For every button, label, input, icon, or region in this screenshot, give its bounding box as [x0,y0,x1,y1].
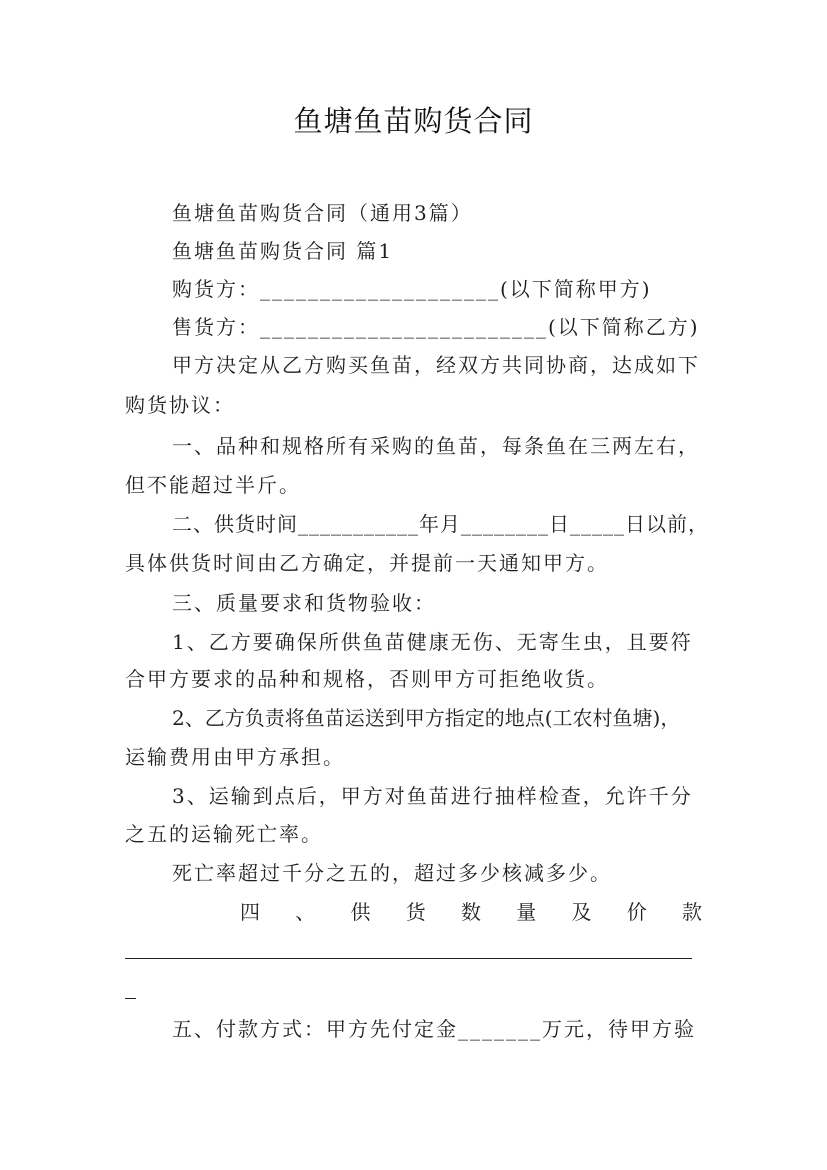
section-heading: 三、质量要求和货物验收： [172,591,436,615]
paragraph-line: 五、付款方式：甲方先付定金_______万元，待甲方验 [172,1017,696,1041]
paragraph-line: 鱼塘鱼苗购货合同 篇1 [172,239,394,263]
paragraph-line: 甲方决定从乙方购买鱼苗，经双方共同协商，达成如下 [172,353,700,377]
paragraph-line: 一、品种和规格所有采购的鱼苗，每条鱼在三两左右， [172,434,700,458]
heading-char: 、 [295,900,316,924]
paragraph-line: 购货协议： [125,393,235,417]
heading-char: 价 [626,900,647,924]
buyer-line: 购货方：____________________(以下简称甲方) [172,277,652,301]
fill-in-underline [125,958,692,959]
heading-char: 量 [516,900,537,924]
paragraph-line: 1、乙方要确保所供鱼苗健康无伤、无寄生虫，且要符 [172,630,693,654]
paragraph-line: 死亡率超过千分之五的，超过多少核减多少。 [172,861,612,885]
paragraph-line: 合甲方要求的品种和规格，否则甲方可拒绝收货。 [125,667,609,691]
seller-line: 售货方：________________________(以下简称乙方) [172,315,700,339]
document-title: 鱼塘鱼苗购货合同 [293,104,534,138]
supply-time-line: 二、供货时间___________年月________日_____日以前， [172,512,709,536]
heading-char: 货 [405,900,426,924]
heading-char: 四 [240,900,260,924]
section-four-heading [240,898,702,926]
paragraph-line: 3、运输到点后，甲方对鱼苗进行抽样检查，允许千分 [172,784,693,808]
heading-char: 供 [350,900,371,924]
heading-char: 款 [682,900,702,924]
paragraph-line: 具体供货时间由乙方确定，并提前一天通知甲方。 [125,551,609,575]
paragraph-line: 但不能超过半斤。 [125,473,301,497]
heading-char: 及 [571,900,592,924]
paragraph-line: 之五的运输死亡率。 [125,822,323,846]
paragraph-line: 2、乙方负责将鱼苗运送到甲方指定的地点(工农村鱼塘)， [172,706,681,730]
heading-char: 数 [461,900,481,924]
paragraph-line: 鱼塘鱼苗购货合同（通用3篇） [172,201,473,225]
fill-in-underline-continuation [125,998,136,999]
paragraph-line: 运输费用由甲方承担。 [125,745,345,769]
